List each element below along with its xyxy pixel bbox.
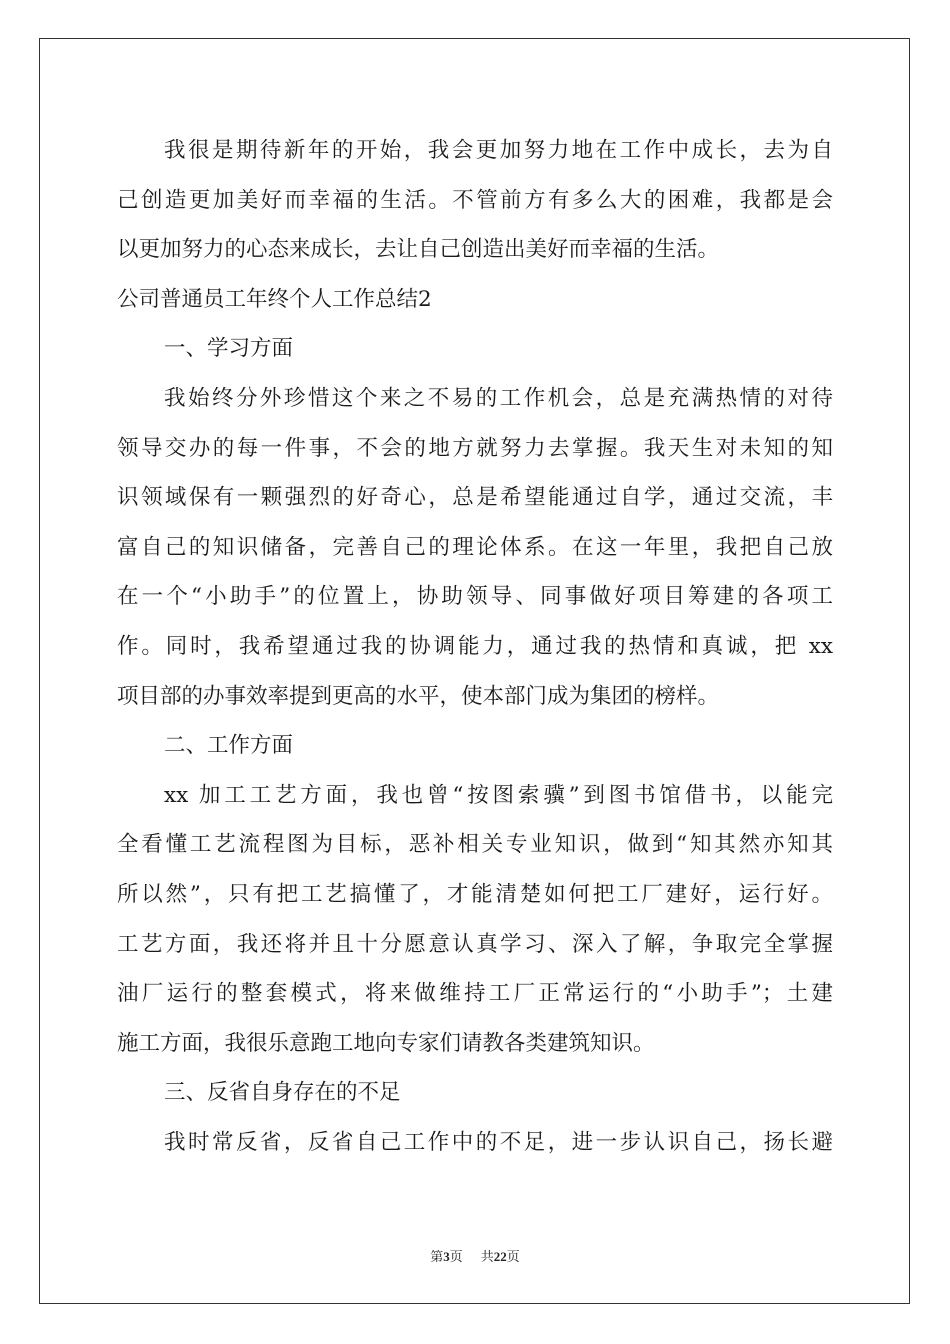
paragraph-line: 在一个“小助手”的位置上，协助领导、同事做好项目筹建的各项工 (117, 584, 833, 610)
paragraph-line: 工艺方面，我还将并且十分愿意认真学习、深入了解，争取完全掌握 (117, 931, 833, 957)
section-heading: 一、学习方面 (164, 336, 294, 362)
section-heading: 三、反省自身存在的不足 (164, 1080, 401, 1106)
paragraph-line: 项目部的办事效率提到更高的水平，使本部门成为集团的榜样。 (117, 683, 720, 709)
paragraph-line: 施工方面，我很乐意跑工地向专家们请教各类建筑知识。 (117, 1030, 655, 1056)
document-body (117, 126, 833, 1167)
paragraph-line: xx 加工工艺方面，我也曾“按图索骥”到图书馆借书，以能完 (164, 782, 833, 808)
paragraph-line: 作。同时，我希望通过我的协调能力，通过我的热情和真诚，把 xx (117, 633, 833, 659)
footer-total-prefix: 共 (480, 1250, 494, 1265)
paragraph-line: 所以然”，只有把工艺搞懂了，才能清楚如何把工厂建好，运行好。 (117, 881, 833, 907)
paragraph-line: 我始终分外珍惜这个来之不易的工作机会，总是充满热情的对待 (164, 385, 833, 411)
paragraph-line: 我时常反省，反省自己工作中的不足，进一步认识自己，扬长避 (164, 1129, 833, 1155)
section-heading: 二、工作方面 (164, 733, 294, 759)
paragraph-line: 以更加努力的心态来成长，去让自己创造出美好而幸福的生活。 (117, 237, 720, 263)
paragraph-line: 全看懂工艺流程图为目标，恶补相关专业知识，做到“知其然亦知其 (117, 832, 833, 858)
paragraph-line: 油厂运行的整套模式，将来做维持工厂正常运行的“小助手”；土建 (117, 981, 833, 1007)
paragraph-line: 己创造更加美好而幸福的生活。不管前方有多么大的困难，我都是会 (117, 187, 833, 213)
footer-total-suffix: 页 (506, 1250, 520, 1265)
paragraph-line: 我很是期待新年的开始，我会更加努力地在工作中成长，去为自 (164, 138, 833, 163)
section-title: 公司普通员工年终个人工作总结2 (117, 286, 432, 312)
footer-page-suffix: 页 (449, 1250, 463, 1265)
footer-page-prefix: 第 (430, 1250, 444, 1265)
page-footer (0, 1248, 950, 1267)
paragraph-line: 领导交办的每一件事，不会的地方就努力去掌握。我天生对未知的知 (117, 435, 833, 461)
paragraph-line: 识领域保有一颗强烈的好奇心，总是希望能通过自学，通过交流，丰 (117, 485, 833, 511)
paragraph-line: 富自己的知识储备，完善自己的理论体系。在这一年里，我把自己放 (117, 534, 833, 560)
footer-total-pages: 22 (493, 1249, 507, 1264)
footer-page-number: 3 (443, 1249, 450, 1264)
